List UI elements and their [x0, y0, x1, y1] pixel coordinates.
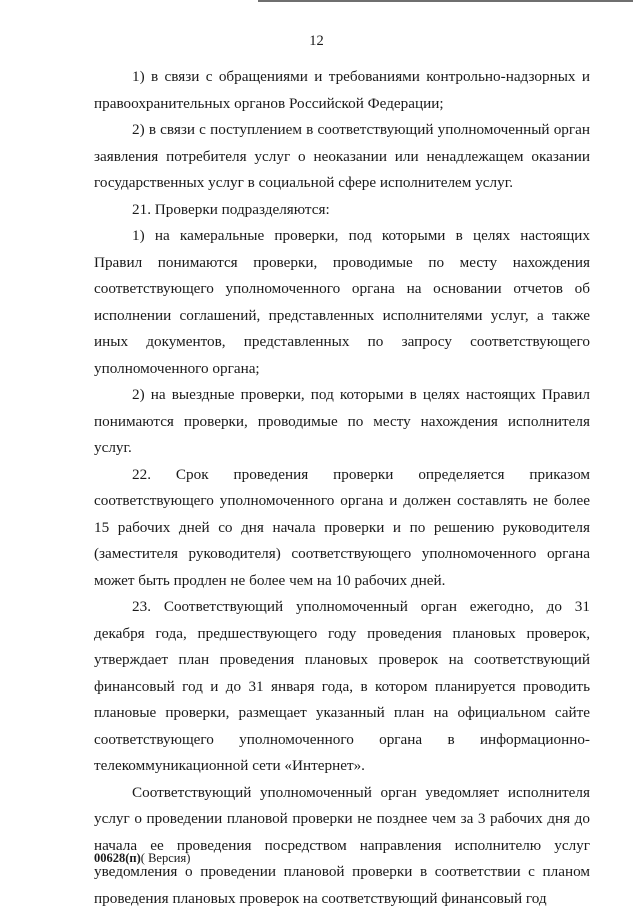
paragraph-item-2: 2) в связи с поступлением в соответствующий уполномоченный орган заявления потребителя услуг о неоказании или ненадлежащем оказании государственных услуг в социальной сфере исполнителем услуг.	[94, 117, 590, 197]
page-number: 12	[0, 33, 633, 50]
footer-doc-code: 00628(п)	[94, 851, 141, 865]
paragraph-section-21: 21. Проверки подразделяются:	[94, 197, 590, 224]
paragraph-desk-audit: 1) на камеральные проверки, под которыми в целях настоящих Правил понимаются проверки, проводимые по месту нахождения соответствующего уполномоченного органа на основании отчетов об исполнении соглашений, представленных исполнителями услуг, а также иных документов, представленных по запросу соответствующего уполномоченного органа;	[94, 223, 590, 382]
document-body	[94, 64, 590, 912]
footer-version: ( Версия)	[141, 851, 191, 865]
document-footer	[94, 851, 190, 866]
paragraph-field-audit: 2) на выездные проверки, под которыми в целях настоящих Правил понимаются проверки, проводимые по месту нахождения исполнителя услуг.	[94, 382, 590, 462]
paragraph-notification: Соответствующий уполномоченный орган уведомляет исполнителя услуг о проведении плановой проверки не позднее чем за 3 рабочих дня до начала ее проведения посредством направления исполнителю услуг уведомления о проведении плановой проверки в соответствии с планом проведения плановых проверок на соответствующий финансовый год	[94, 780, 590, 912]
paragraph-section-22: 22. Срок проведения проверки определяется приказом соответствующего уполномоченного органа и должен составлять не более 15 рабочих дней со дня начала проверки и по решению руководителя (заместителя руководителя) соответствующего уполномоченного органа может быть продлен не более чем на 10 рабочих дней.	[94, 462, 590, 595]
scan-border-line	[258, 0, 633, 2]
paragraph-item-1: 1) в связи с обращениями и требованиями контрольно-надзорных и правоохранительных органов Российской Федерации;	[94, 64, 590, 117]
paragraph-section-23: 23. Соответствующий уполномоченный орган ежегодно, до 31 декабря года, предшествующего году проведения плановых проверок, утверждает план проведения плановых проверок на соответствующий финансовый год и до 31 января года, в котором планируется проводить плановые проверки, размещает указанный план на официальном сайте соответствующего уполномоченного органа в информационно-телекоммуникационной сети «Интернет».	[94, 594, 590, 780]
